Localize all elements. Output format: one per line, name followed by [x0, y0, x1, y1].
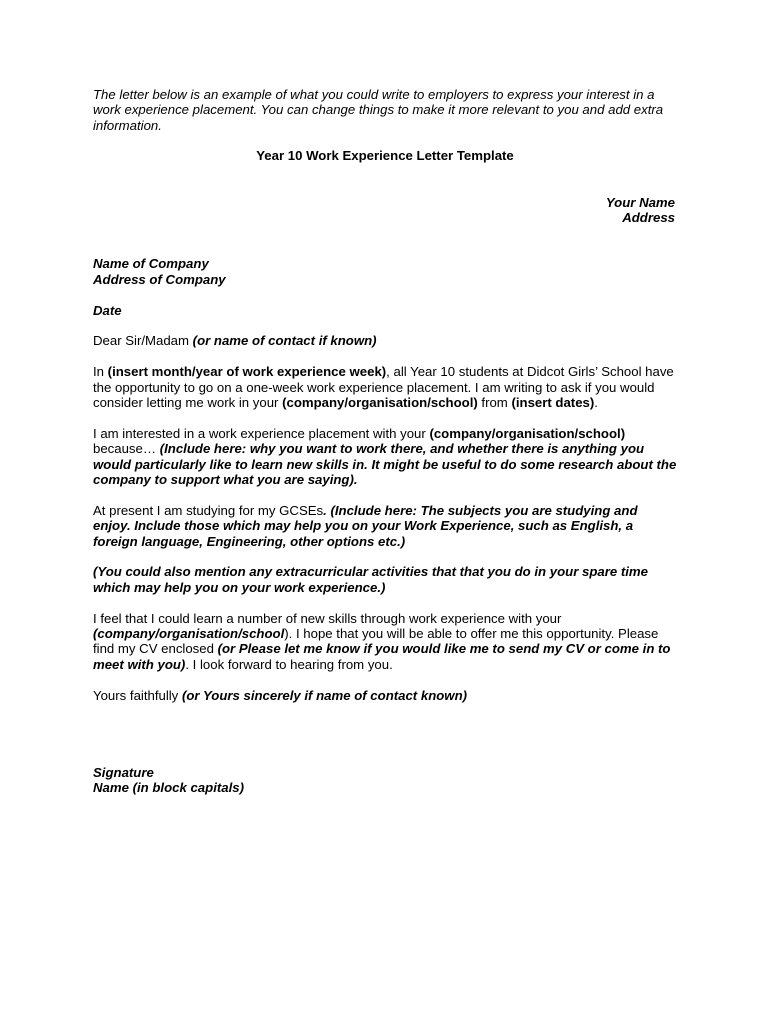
para5-text-3: . I look forward to hearing from you.: [185, 656, 393, 672]
para5-text-2: ). I hope that you will be able to offer me this opportunity. Please find my CV enclosed: [93, 626, 659, 657]
closing-line: [93, 688, 677, 703]
sender-block: [93, 195, 675, 226]
salutation: [93, 333, 677, 348]
letter-document: [93, 87, 677, 796]
salutation-note: (or name of contact if known): [192, 333, 377, 349]
para2-text-2: because…: [93, 441, 160, 457]
para3-text-1: At present I am studying for my GCSEs: [93, 502, 324, 518]
paragraph-extracurricular: (You could also mention any extracurricular activities that that you do in your spare time which may help you on your work experience.): [93, 564, 648, 595]
para5-text-1: I feel that I could learn a number of new skills through work experience with your: [93, 610, 562, 626]
para1-placeholder-dates: (insert dates): [511, 395, 595, 411]
para1-text-4: .: [594, 395, 598, 411]
recipient-address: Address of Company: [93, 271, 226, 287]
page-title: Year 10 Work Experience Letter Template: [256, 148, 514, 164]
paragraph-skills: [93, 611, 677, 673]
para5-placeholder-company: (company/organisation/school: [93, 626, 285, 642]
para1-text-3: from: [477, 395, 512, 411]
para2-text-1: I am interested in a work experience placement with your: [93, 425, 430, 441]
paragraph-placement: [93, 364, 677, 410]
para1-placeholder-company: (company/organisation/school): [282, 395, 478, 411]
recipient-company: Name of Company: [93, 256, 209, 272]
para2-placeholder-company: (company/organisation/school): [429, 425, 626, 441]
name-block-capitals: Name (in block capitals): [93, 780, 244, 796]
para1-text-2: , all Year 10 students at Didcot Girls’ School have the opportunity to go on a one-week work experience placement. I am writing to ask if you would consider letting me work in your: [93, 364, 674, 411]
para1-text-1: In: [93, 364, 108, 380]
signature-block: [93, 765, 677, 796]
date-line: Date: [93, 302, 122, 318]
intro-text: The letter below is an example of what you could write to employers to express your interest in a work experience placement. You can change things to make it more relevant to you and add extra information.: [93, 87, 664, 133]
paragraph-interest: [93, 426, 677, 488]
signature-label: Signature: [93, 764, 154, 780]
para3-guidance: . (Include here: The subjects you are studying and enjoy. Include those which may help you on your Work Experience, such as English, a foreign language, Engineering, other options etc.): [93, 502, 638, 549]
recipient-block: [93, 256, 677, 287]
sender-address: Address: [622, 210, 675, 226]
salutation-text: Dear Sir/Madam: [93, 333, 193, 349]
sender-name: Your Name: [605, 194, 675, 210]
closing-text: Yours faithfully: [93, 687, 182, 703]
para5-guidance: (or Please let me know if you would like me to send my CV or come in to meet with you): [93, 641, 671, 672]
para2-guidance: (Include here: why you want to work there, and whether there is anything you would particularly like to learn new skills in. It might be useful to do some research about the company to support what you are saying).: [93, 441, 677, 488]
closing-note: (or Yours sincerely if name of contact known): [181, 687, 468, 703]
paragraph-studies: [93, 503, 677, 549]
para1-placeholder-month: (insert month/year of work experience week): [107, 364, 387, 380]
